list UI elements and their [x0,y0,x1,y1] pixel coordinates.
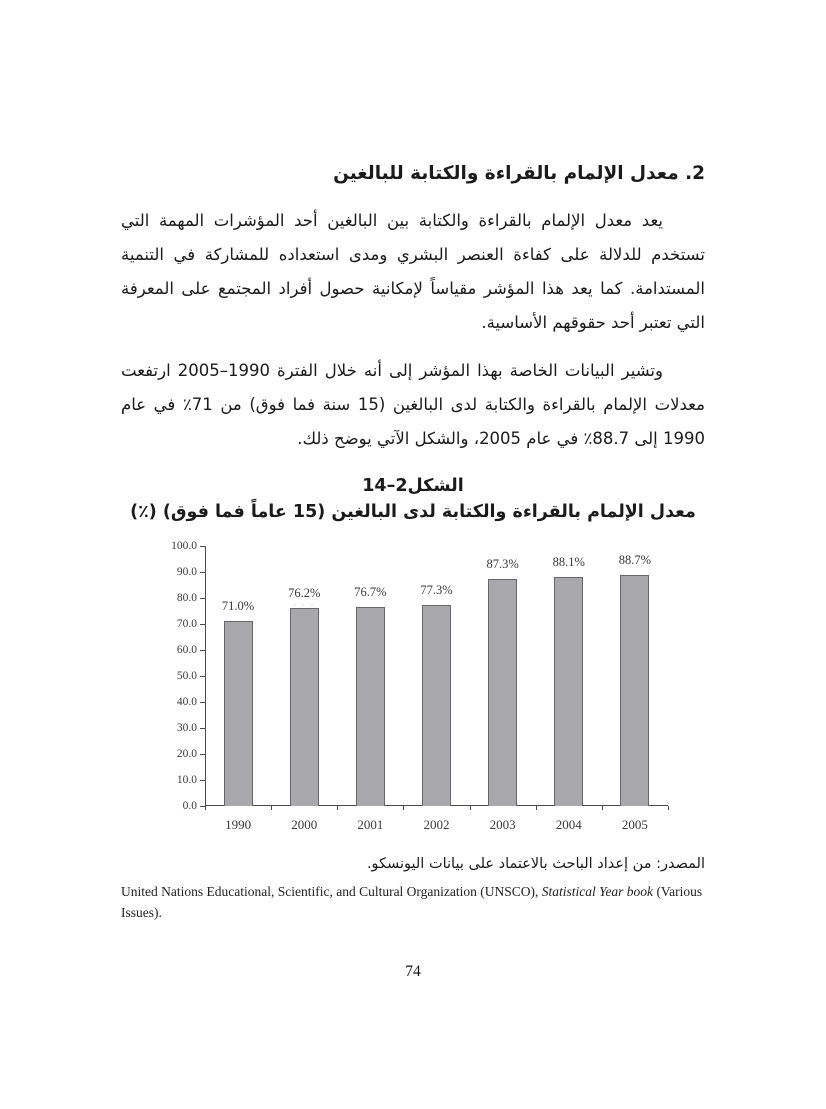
bar [290,608,319,806]
bar-value-label: 87.3% [486,557,519,572]
x-axis-category-label: 2005 [621,817,648,832]
y-axis-tick-label: 60.0 [176,644,197,656]
source-english-book-title: Statistical Year book [541,884,654,899]
figure-label: الشكل2–14 [362,476,464,496]
x-axis-category-label: 2004 [555,817,582,832]
y-axis-tick-mark [200,572,205,573]
y-axis-tick-mark [200,546,205,547]
bar-value-label: 76.2% [288,585,321,600]
y-axis-tick-label: 90.0 [176,566,197,578]
bar-value-label: 88.7% [618,553,652,568]
x-axis-tick-mark [536,806,537,810]
x-axis-category-label: 1990 [225,817,252,832]
bar [620,575,649,806]
paragraph-1: يعد معدل الإلمام بالقراءة والكتابة بين البالغين أحد المؤشرات المهمة التي تستخدم للدلالة على كفاءة العنصر البشري ومدى استعداده للمشاركة في التنمية المستدامة. كما يعد هذا المؤشر مقياساً لإمكانية حصول أفراد المجتمع على المعرفة التي تعتبر أحد حقوقهم الأساسية. [121,211,705,332]
x-axis-tick-mark [668,806,669,810]
bar-value-label: 77.3% [420,583,453,598]
y-axis-tick-label: 10.0 [176,774,197,786]
source-note-arabic: المصدر: من إعداد الباحث بالاعتماد على بيانات اليونسكو. [366,856,705,872]
bar [224,621,253,806]
y-axis-tick-label: 70.0 [176,618,197,630]
bar [488,579,517,806]
y-axis-tick-label: 0.0 [182,800,197,812]
y-axis-tick-mark [200,702,205,703]
x-axis-tick-mark [470,806,471,810]
bar-value-label: 76.7% [354,584,387,599]
x-axis-category-label: 2002 [423,817,450,832]
x-axis-tick-mark [403,806,404,810]
x-axis-tick-mark [337,806,338,810]
y-axis-tick-mark [200,650,205,651]
y-axis-tick-mark [200,780,205,781]
source-english-text: United Nations Educational, Scientific, and Cultural Organization (UNSCO), [121,884,542,899]
literacy-bar-chart [163,536,668,840]
y-axis-tick-mark [200,728,205,729]
print-artifact: - - - [293,599,316,609]
bar [554,577,583,806]
bar-value-label: 88.1% [552,554,585,569]
y-axis-tick-label: 80.0 [176,592,197,604]
section-heading: 2. معدل الإلمام بالقراءة والكتابة للبالغين [333,163,705,184]
x-axis-category-label: 2001 [357,817,384,832]
bar [356,607,385,806]
x-axis-tick-mark [602,806,603,810]
x-axis-category-label: 2003 [489,817,516,832]
y-axis-tick-mark [200,624,205,625]
y-axis-tick-label: 20.0 [176,748,197,760]
bar-value-label: 71.0% [221,599,255,614]
y-axis-tick-mark [200,676,205,677]
page-number: 74 [405,963,421,980]
bar [422,605,451,806]
y-axis-tick-label: 50.0 [176,670,197,682]
source-note-english [121,881,705,923]
x-axis-category-label: 2000 [291,817,318,832]
x-axis-tick-mark [205,806,206,810]
source-english-suffix: (Various Issues). [121,884,703,920]
paragraph-2: وتشير البيانات الخاصة بهذا المؤشر إلى أنه خلال الفترة 1990–2005 ارتفعت معدلات الإلمام بالقراءة والكتابة لدى البالغين (15 سنة فما فوق) من 71٪ في عام 1990 إلى 88.7٪ في عام 2005، والشكل الآتي يوضح ذلك. [121,361,705,448]
y-axis-tick-mark [200,754,205,755]
figure-caption: معدل الإلمام بالقراءة والكتابة لدى البالغين (15 عاماً فما فوق) (٪) [130,502,696,522]
y-axis-tick-label: 30.0 [176,722,197,734]
y-axis-tick-label: 100.0 [171,540,197,552]
x-axis-tick-mark [271,806,272,810]
y-axis-tick-label: 40.0 [176,696,197,708]
